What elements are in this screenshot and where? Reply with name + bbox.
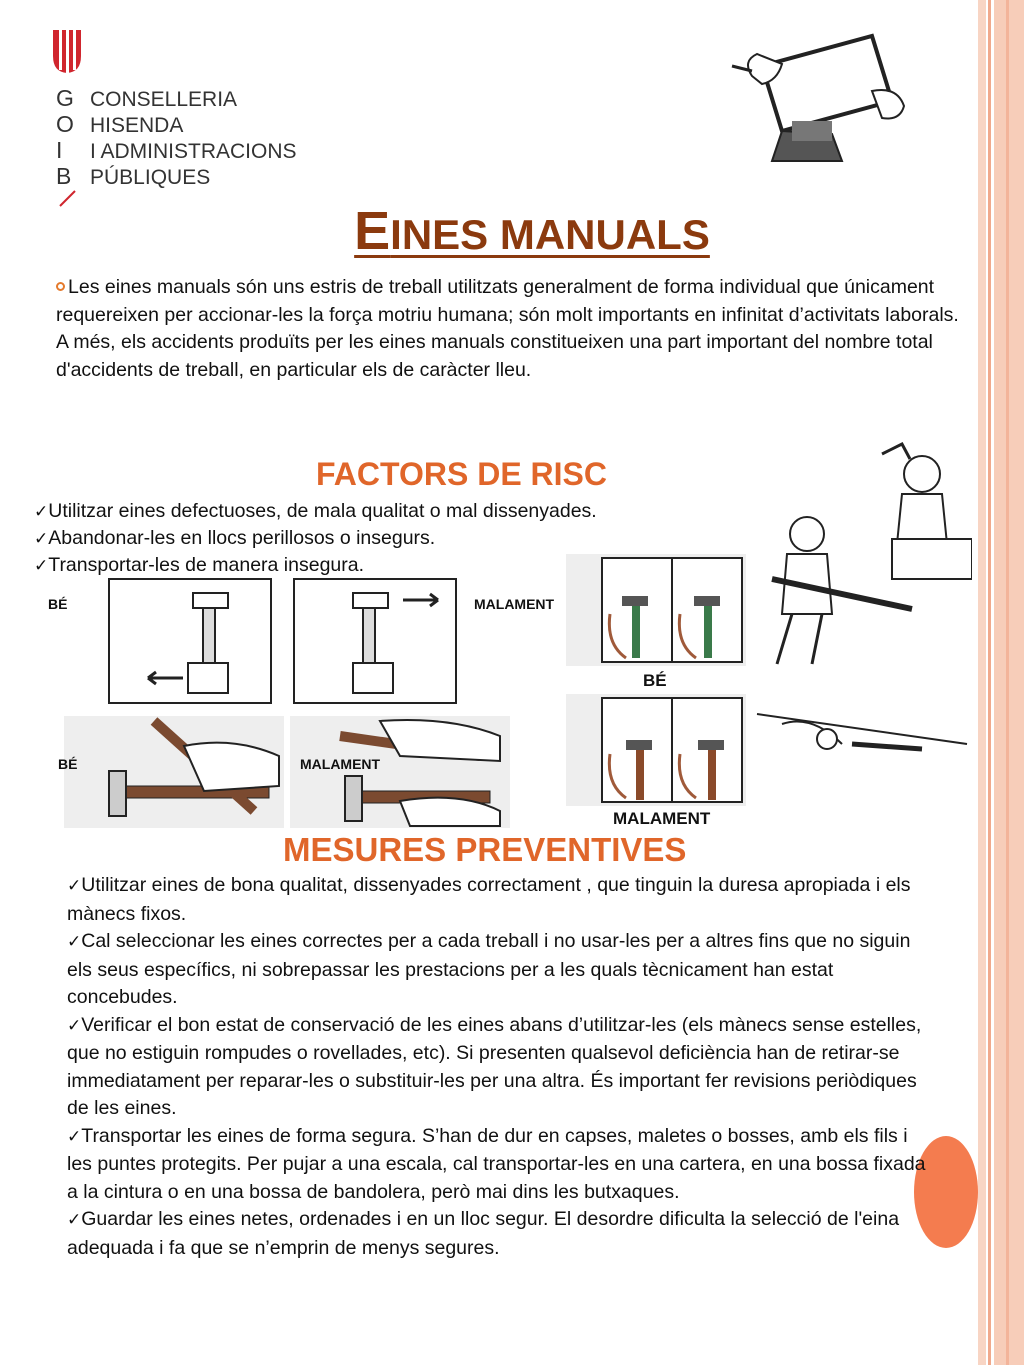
list-item: ✓Abandonar-les en llocs perillosos o insegurs. [34, 527, 436, 549]
list-item: ✓Guardar les eines netes, ordenades i en un lloc segur. El desordre dificulta la selecció de l'eina adequada i fa que se n’emprin de menys segures. [67, 1208, 900, 1259]
check-icon: ✓ [67, 1015, 82, 1036]
check-icon: ✓ [67, 1210, 82, 1230]
nail-good-image [566, 554, 746, 666]
bullet-circle-icon [56, 282, 65, 291]
nail-bad-image [566, 694, 746, 806]
goib-logo [50, 28, 84, 79]
check-icon: ✓ [34, 529, 49, 549]
wrench-bad-image [293, 578, 457, 704]
wrench-good-image [108, 578, 272, 704]
wrench-bad-label: MALAMENT [474, 596, 555, 612]
intro-paragraph: Les eines manuals són uns estris de treball utilitzats generalment de forma individual que únicament requereixen per accionar-les la força motriu humana; són molt importants en infinitat d’activitats laborals. A més, els accidents produïts per les eines manuals constitueixen una part important del nombre total d'accidents de treball, en particular els de caràcter lleu. [56, 276, 959, 381]
check-icon: ✓ [67, 1126, 82, 1147]
list-item: ✓Utilitzar eines defectuoses, de mala qualitat o mal dissenyades. [34, 500, 597, 522]
wrench-good-label: BÉ [48, 596, 68, 612]
crest-icon [50, 28, 84, 74]
check-icon: ✓ [34, 556, 49, 576]
nail-bad-label: MALAMENT [613, 809, 711, 828]
preventive-list [67, 872, 927, 1262]
hammer-bad-label: MALAMENT [300, 756, 381, 772]
list-item: ✓Cal seleccionar les eines correctes per a cada treball i no usar-les per a altres fins que no siguin els seus específics, ni sobrepassar les prestacions per a les quals tècnicament han estat concebudes. [67, 930, 911, 1008]
mechanic-illustration [752, 424, 972, 794]
list-item: ✓Transportar-les de manera insegura. [34, 554, 365, 576]
hammer-good-label: BÉ [58, 756, 78, 772]
factors-heading: FACTORS DE RISC [316, 456, 607, 492]
list-item: ✓Verificar el bon estat de conservació de les eines abans d’utilitzar-les (els mànecs sense estelles, que no estiguin rompudes o rovellades, etc). Si presenten qualsevol deficiència han de retirar-se immediatament per reparar-les o substituir-les per una altra. És important fer revisions periòdiques de les eines. [67, 1013, 922, 1119]
check-icon: ✓ [67, 876, 82, 896]
check-icon: ✓ [67, 932, 82, 952]
hammer-bad-image [290, 716, 510, 828]
preventive-heading: MESURES PREVENTIVES [283, 831, 687, 868]
list-item: ✓Transportar les eines de forma segura. S’han de dur en capses, maletes o bosses, amb els fils i les puntes protegits. Per pujar a una escala, cal transportar-les en una cartera, en una bossa fixada a la cintura o en una bossa de bandolera, però mai dins les butxaques. [67, 1124, 926, 1203]
page-title: EINES MANUALS [354, 201, 710, 261]
logo-text: G CONSELLERIA O HISENDA I I ADMINISTRACIONS B PÚBLIQUES [56, 85, 297, 189]
hammer-good-image [64, 716, 284, 828]
check-icon: ✓ [34, 502, 49, 522]
list-item: ✓Utilitzar eines de bona qualitat, dissenyades correctament , que tinguin la duresa apropiada i els mànecs fixos. [67, 874, 911, 925]
nail-good-label: BÉ [643, 671, 667, 690]
saw-illustration [722, 26, 912, 166]
